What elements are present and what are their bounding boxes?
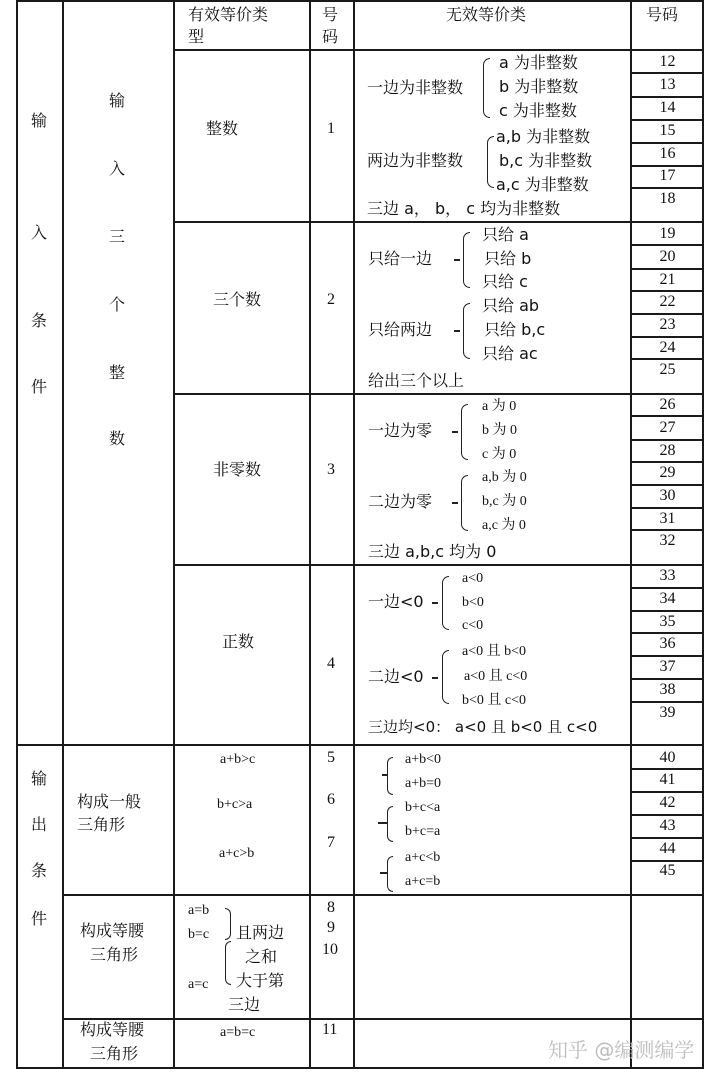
- invalid-num: 23: [659, 316, 676, 333]
- invalid-item: 只给 b: [484, 249, 532, 268]
- triangle-type: 构成等腰: [80, 921, 145, 940]
- invalid-num: 13: [659, 76, 676, 93]
- invalid-item: b 为非整数: [499, 77, 579, 96]
- triangle-type: 构成等腰: [80, 1020, 145, 1039]
- invalid-num: 27: [659, 419, 676, 436]
- invalid-num: 25: [659, 361, 676, 378]
- valid-class: 非零数: [213, 460, 262, 479]
- triangle-type: 三角形: [90, 945, 139, 964]
- invalid-item: b,c 为非整数: [499, 151, 593, 170]
- label-char: 入: [31, 223, 48, 242]
- brace-icon: [225, 908, 231, 940]
- invalid-num: 22: [659, 293, 676, 310]
- invalid-group-label: 只给两边: [368, 320, 433, 339]
- invalid-item: a<0: [462, 571, 484, 586]
- invalid-num: 45: [659, 862, 676, 879]
- invalid-num: 29: [659, 464, 676, 481]
- invalid-item: a 为 0: [482, 399, 517, 414]
- label-char: 输: [31, 769, 48, 788]
- invalid-item: a,c 为非整数: [496, 175, 589, 194]
- invalid-item: b,c 为 0: [482, 494, 527, 509]
- invalid-item: a<0 且 b<0: [462, 644, 527, 659]
- label-char: 整: [109, 363, 126, 382]
- invalid-num: 28: [659, 442, 676, 459]
- invalid-num: 34: [659, 590, 676, 607]
- invalid-item: 给出三个以上: [368, 371, 465, 390]
- invalid-num: 36: [659, 635, 676, 652]
- invalid-item: a 为非整数: [499, 53, 578, 72]
- header-num-l1: 号: [322, 5, 339, 24]
- valid-num: 1: [327, 120, 335, 137]
- label-char: 件: [31, 377, 48, 396]
- valid-cond: a+b>c: [220, 752, 256, 767]
- invalid-item: 只给 a: [482, 225, 529, 244]
- valid-num: 5: [327, 749, 335, 766]
- triangle-type: 三角形: [90, 1044, 139, 1063]
- invalid-group-label: 二边为零: [368, 492, 433, 511]
- invalid-num: 33: [659, 567, 676, 584]
- invalid-item: 三边均<0： a<0 且 b<0 且 c<0: [368, 718, 598, 736]
- valid-cond: a+c>b: [219, 846, 255, 861]
- valid-num: 10: [322, 941, 338, 958]
- invalid-item: b+c<a: [405, 800, 441, 815]
- invalid-num: 35: [659, 613, 676, 630]
- valid-cond: a=c: [188, 977, 209, 992]
- brace-icon: [483, 58, 490, 118]
- invalid-item: b<0 且 c<0: [462, 693, 527, 708]
- label-char: 个: [109, 295, 126, 314]
- invalid-item: a,b 为非整数: [496, 127, 591, 146]
- invalid-num: 21: [659, 271, 676, 288]
- invalid-num: 40: [659, 749, 676, 766]
- header-valid-class-l1: 有效等价类: [188, 5, 269, 24]
- invalid-item: a+b=0: [405, 776, 442, 791]
- label-char: 入: [109, 159, 126, 178]
- invalid-num: 42: [659, 794, 676, 811]
- valid-note: 三边: [228, 995, 261, 1014]
- invalid-item: 只给 c: [482, 272, 528, 291]
- label-char: 输: [109, 91, 126, 110]
- label-char: 件: [31, 909, 48, 928]
- invalid-num: 18: [659, 190, 676, 207]
- label-char: 条: [31, 311, 48, 330]
- brace-icon: [442, 650, 449, 704]
- invalid-item: a+c=b: [405, 874, 441, 889]
- header-num2: 号码: [646, 5, 679, 24]
- invalid-num: 32: [659, 532, 676, 549]
- invalid-num: 39: [659, 704, 676, 721]
- invalid-item: 只给 ab: [482, 296, 540, 315]
- brace-icon: [442, 576, 449, 630]
- invalid-num: 16: [659, 145, 676, 162]
- valid-num: 4: [327, 655, 335, 672]
- brace-icon: [387, 856, 393, 892]
- invalid-group-label: 两边为非整数: [367, 151, 464, 170]
- invalid-num: 41: [659, 771, 676, 788]
- invalid-num: 31: [659, 510, 676, 527]
- brace-icon: [463, 232, 470, 288]
- valid-class: 正数: [222, 632, 255, 651]
- valid-class: 整数: [206, 119, 239, 138]
- invalid-num: 20: [659, 248, 676, 265]
- invalid-num: 19: [659, 225, 676, 242]
- triangle-type: 三角形: [77, 815, 126, 834]
- brace-icon: [387, 757, 393, 795]
- triangle-type: 构成一般: [77, 792, 142, 811]
- invalid-item: a+c<b: [405, 850, 441, 865]
- invalid-item: 只给 b,c: [484, 320, 546, 339]
- label-char: 输: [31, 111, 48, 130]
- invalid-item: a,b 为 0: [482, 470, 527, 485]
- invalid-num: 15: [659, 122, 676, 139]
- invalid-item: 三边 a， b， c 均为非整数: [367, 199, 561, 218]
- invalid-num: 37: [659, 658, 676, 675]
- invalid-num: 30: [659, 487, 676, 504]
- valid-num: 7: [327, 834, 335, 851]
- valid-cond: b+c>a: [217, 797, 253, 812]
- invalid-item: 只给 ac: [482, 344, 538, 363]
- invalid-item: 三边 a,b,c 均为 0: [368, 542, 497, 561]
- header-valid-class-l2: 型: [188, 27, 205, 46]
- valid-cond: b=c: [188, 927, 210, 942]
- invalid-item: a<0 且 c<0: [464, 669, 528, 684]
- invalid-group-label: 一边为零: [368, 421, 433, 440]
- valid-num: 6: [327, 791, 335, 808]
- brace-icon: [461, 475, 468, 531]
- invalid-group-label: 只给一边: [368, 249, 433, 268]
- label-char: 数: [109, 429, 126, 448]
- invalid-item: a,c 为 0: [482, 518, 526, 533]
- invalid-item: c<0: [462, 618, 484, 633]
- valid-num: 9: [327, 919, 335, 936]
- valid-num: 8: [327, 899, 335, 916]
- invalid-num: 12: [659, 53, 676, 70]
- brace-icon: [387, 806, 393, 842]
- invalid-num: 14: [659, 99, 676, 116]
- invalid-num: 24: [659, 339, 676, 356]
- invalid-num: 26: [659, 396, 676, 413]
- invalid-num: 44: [659, 840, 676, 857]
- label-char: 三: [109, 227, 126, 246]
- label-char: 出: [31, 815, 48, 834]
- invalid-item: c 为非整数: [499, 101, 577, 120]
- invalid-group-label: 一边<0: [368, 592, 424, 611]
- brace-icon: [225, 941, 231, 985]
- valid-class: 三个数: [213, 290, 262, 309]
- invalid-num: 17: [659, 167, 676, 184]
- label-char: 条: [31, 861, 48, 880]
- header-invalid-class: 无效等价类: [446, 5, 527, 24]
- invalid-item: a+b<0: [405, 752, 442, 767]
- brace-icon: [487, 136, 494, 188]
- valid-num: 3: [327, 461, 335, 478]
- invalid-num: 38: [659, 681, 676, 698]
- brace-icon: [463, 303, 470, 359]
- valid-num: 2: [327, 291, 335, 308]
- header-num-l2: 码: [322, 27, 339, 46]
- valid-cond: a=b: [188, 903, 210, 918]
- invalid-num: 43: [659, 817, 676, 834]
- brace-icon: [461, 404, 468, 460]
- invalid-item: b<0: [462, 595, 484, 610]
- invalid-item: c 为 0: [482, 447, 517, 462]
- invalid-item: b 为 0: [482, 423, 517, 438]
- invalid-group-label: 一边为非整数: [367, 78, 464, 97]
- valid-num: 11: [322, 1021, 338, 1038]
- valid-note: 大于第: [236, 971, 285, 990]
- valid-note: 且两边: [236, 923, 285, 942]
- valid-cond: a=b=c: [220, 1025, 256, 1040]
- watermark: 知乎 @编测编学: [548, 1038, 695, 1062]
- valid-note: 之和: [245, 947, 278, 966]
- invalid-group-label: 二边<0: [368, 667, 424, 686]
- invalid-item: b+c=a: [405, 824, 441, 839]
